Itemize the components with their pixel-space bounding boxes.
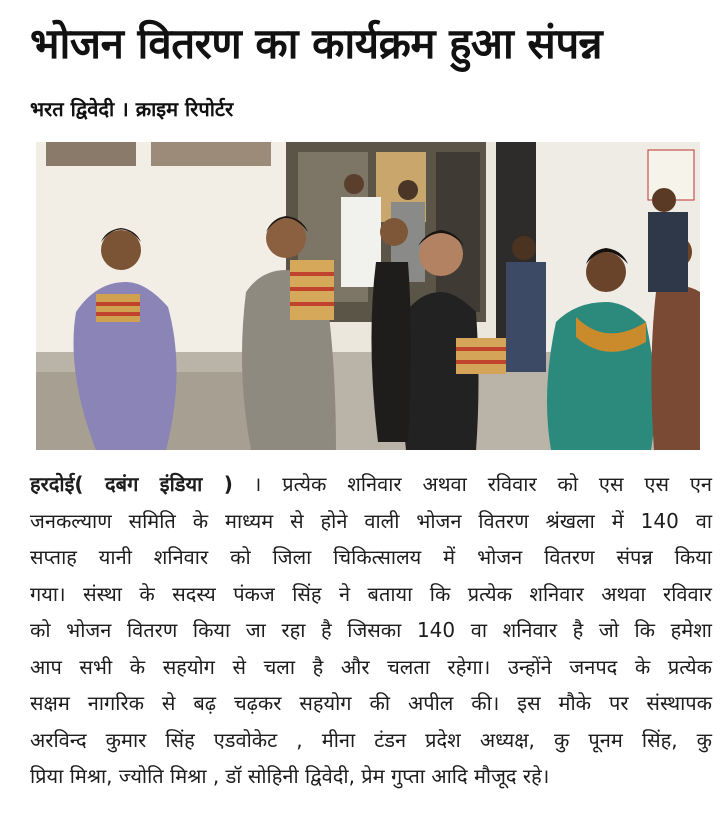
news-photo xyxy=(36,142,700,450)
body-line-1 xyxy=(30,466,712,503)
byline: भरत द्विवेदी । क्राइम रिपोर्टर xyxy=(30,97,234,121)
body-line-5: को भोजन वितरण किया जा रहा है जिसका 140 वा शनिवार है जो कि हमेशा xyxy=(30,618,712,642)
body-line-1-text: । प्रत्येक शनिवार अथवा रविवार को एस एस एन xyxy=(253,472,712,496)
body-line-3: सप्ताह यानी शनिवार को जिला चिकित्सालय में भोजन वितरण संपन्न किया xyxy=(30,545,712,569)
body-line-4: गया। संस्था के सदस्य पंकज सिंह ने बताया कि प्रत्येक शनिवार अथवा रविवार xyxy=(30,581,712,606)
headline: भोजन वितरण का कार्यक्रम हुआ संपन्न xyxy=(30,19,603,68)
body-line-9: प्रिया मिश्रा, ज्योति मिश्रा , डॉ सोहिनी द्विवेदी, प्रेम गुप्ता आदि मौजूद रहे। xyxy=(30,764,550,788)
body-line-7: सक्षम नागरिक से बढ़ चढ़कर सहयोग की अपील की। इस मौके पर संस्थापक xyxy=(30,691,712,715)
previous-article-cutoff xyxy=(0,0,720,8)
photo-illustration xyxy=(36,142,700,450)
dateline: हरदोई( दबंग इंडिया ) xyxy=(30,472,233,496)
article-body xyxy=(30,466,712,795)
body-line-8: अरविन्द कुमार सिंह एडवोकेट , मीना टंडन प्रदेश अध्यक्ष, कु पूनम सिंह, कु xyxy=(30,727,712,752)
body-line-2: जनकल्याण समिति के माध्यम से होने वाली भोजन वितरण श्रंखला में 140 वा xyxy=(30,508,712,533)
body-line-6: आप सभी के सहयोग से चला है और चलता रहेगा। उन्होंने जनपद के प्रत्येक xyxy=(30,654,712,679)
next-article-cutoff xyxy=(0,808,720,822)
